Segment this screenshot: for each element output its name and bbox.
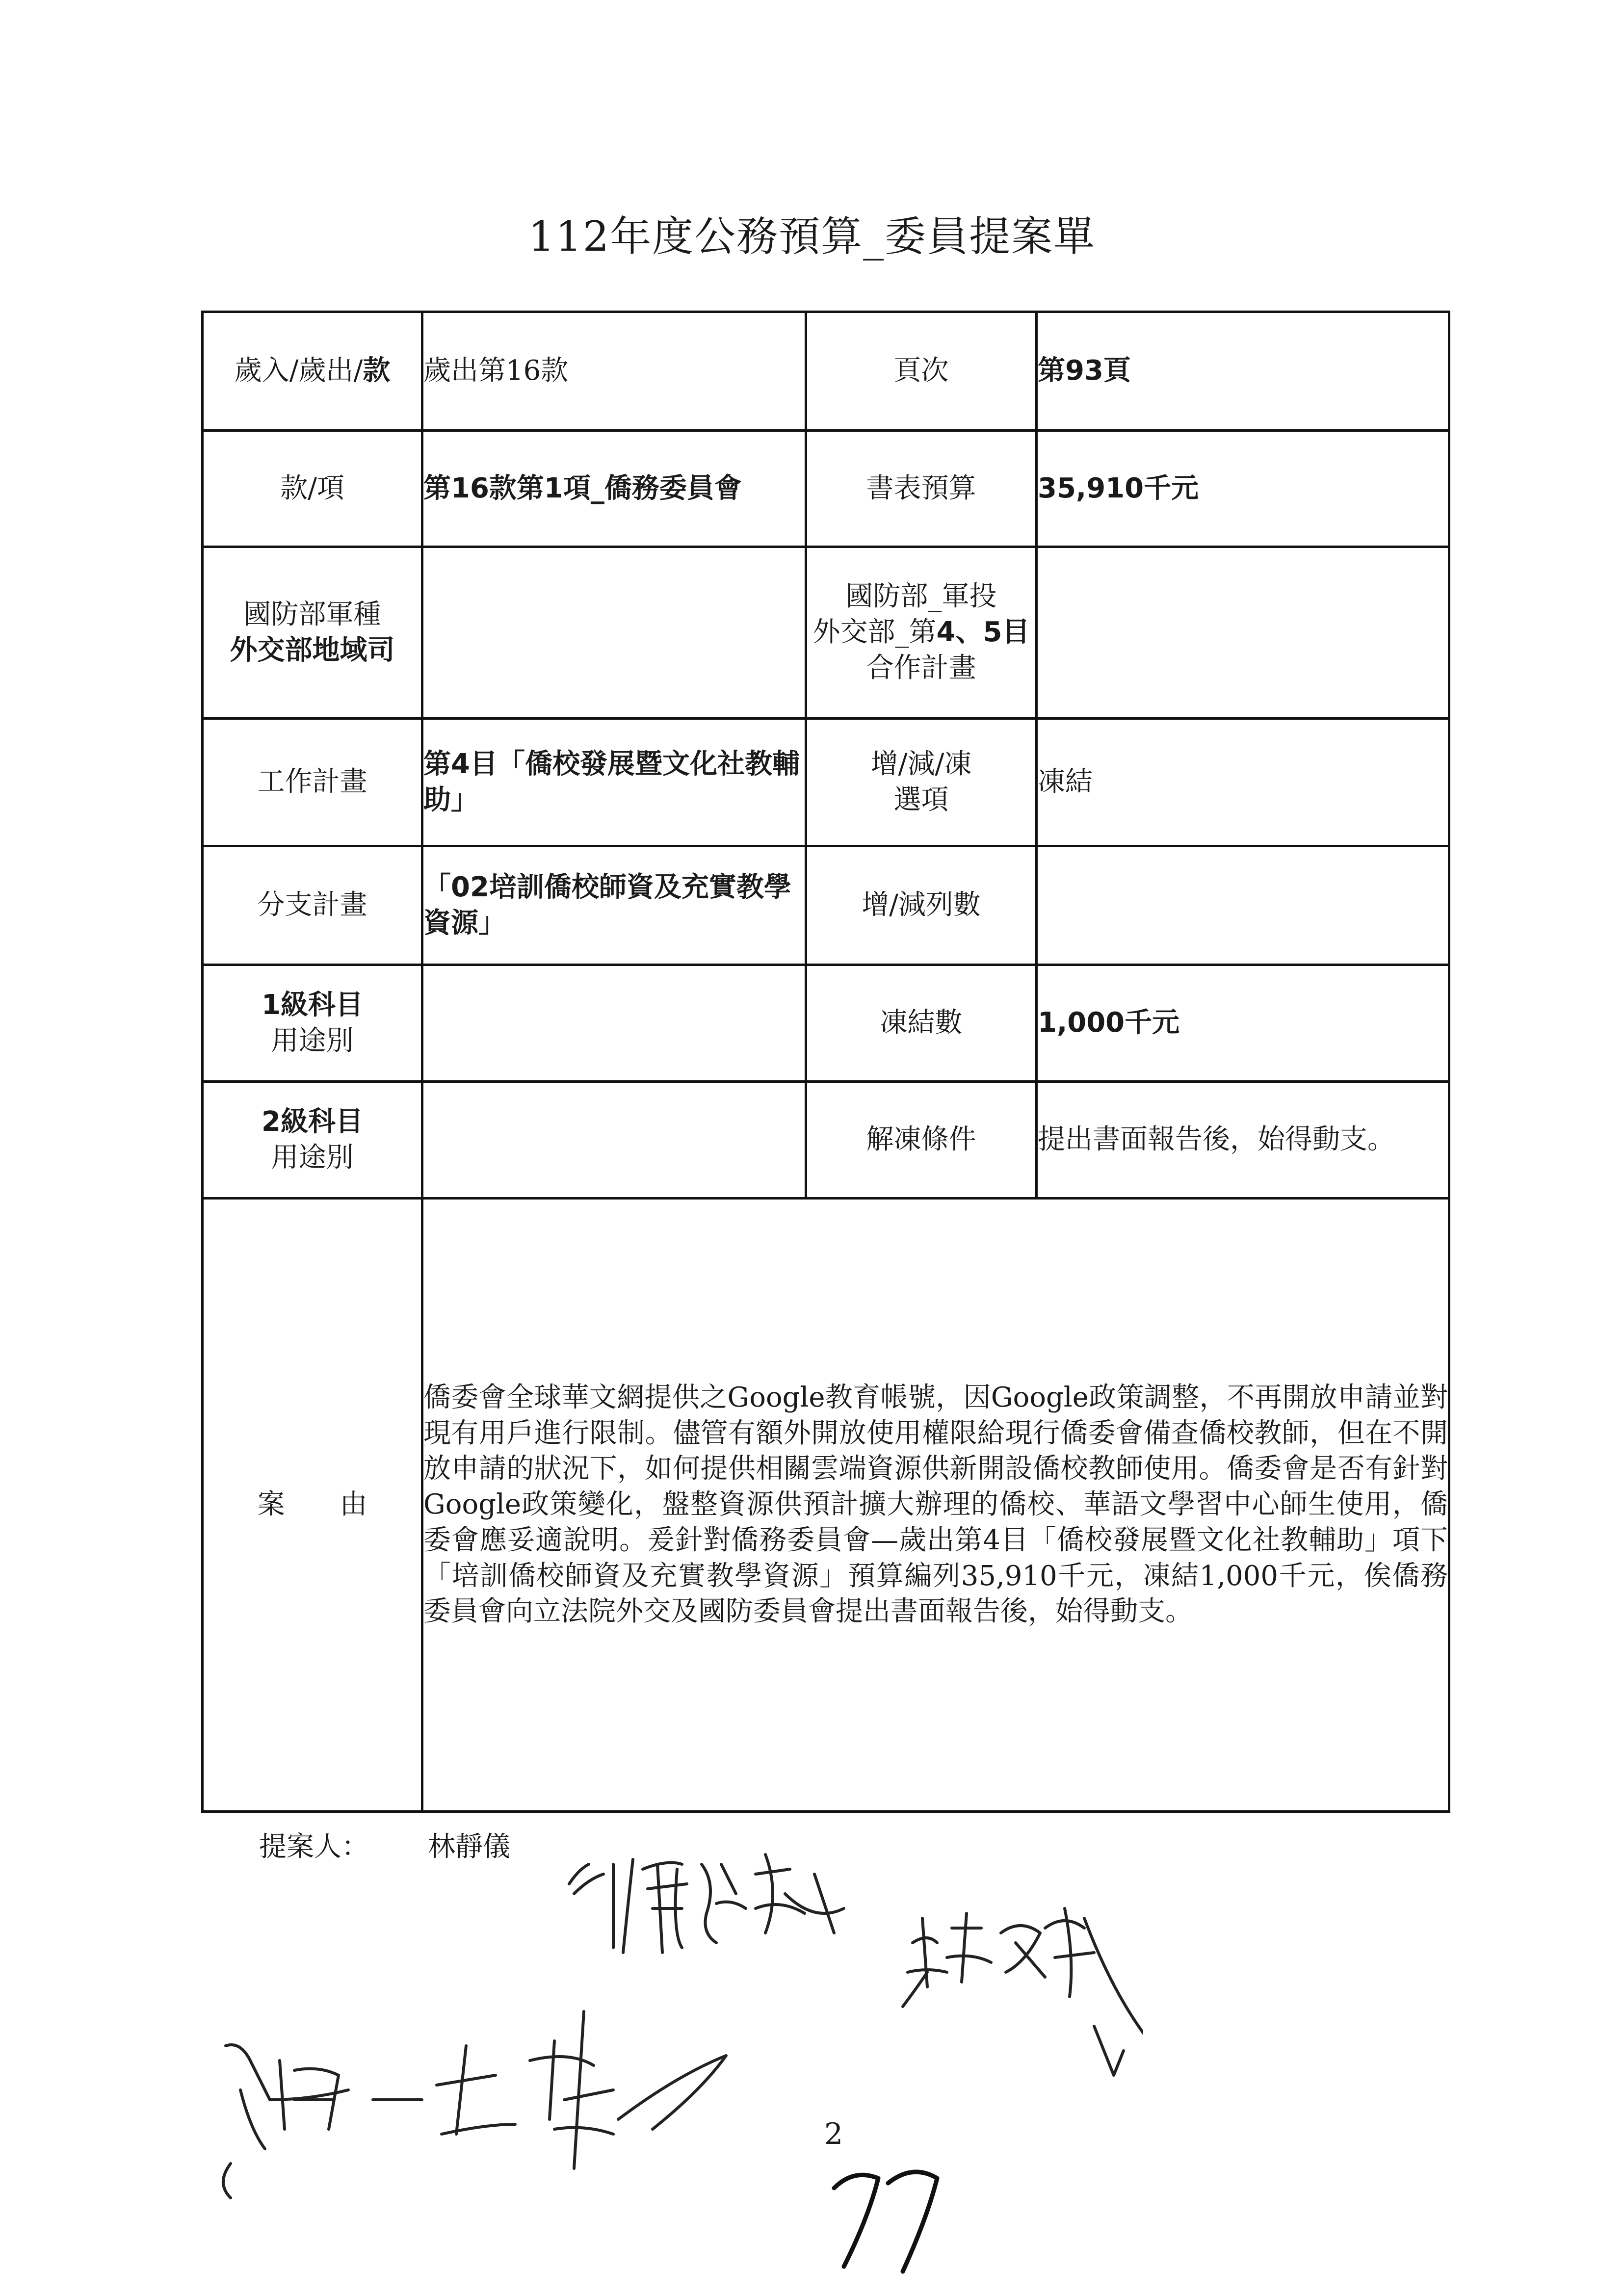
- label-budget-amount: 書表預算: [806, 431, 1037, 547]
- value-budget-amount: 35,910千元: [1037, 431, 1449, 547]
- value-ministry: [422, 547, 806, 719]
- proposer-label: 提案人：: [259, 1831, 369, 1863]
- value-reason-text: 僑委會全球華文網提供之Google教育帳號，因Google政策調整，不再開放申請並對現有用戶進行限制。儘管有額外開放使用權限給現行僑委會備查僑校教師，但在不開放申請的狀況下，如何提供相關雲端資源供新開設僑校教師使用。僑委會是否有針對Google政策變化，盤整資源供預計擴大辦理的僑校、華語文學習中心師生使用，僑委會應妥適說明。爰針對僑務委員會—歲出第4目「僑校發展暨文化社教輔助」項下「培訓僑校師資及充實教學資源」預算編列35,910千元，凍結1,000千元，俟僑務委員會向立法院外交及國防委員會提出書面報告後，始得動支。: [422, 1199, 1449, 1812]
- handwritten-signature-1: [559, 1835, 854, 1962]
- value-frozen-amount: 1,000千元: [1037, 965, 1449, 1082]
- form-row-level1-subject: [203, 965, 1449, 1082]
- handwritten-signature-3: [211, 2002, 824, 2208]
- form-row-ministry: [203, 547, 1449, 719]
- page-number: 2: [824, 2117, 843, 2151]
- value-unfreeze-condition: 提出書面報告後，始得動支。: [1037, 1082, 1449, 1199]
- form-row-reason: [203, 1199, 1449, 1812]
- form-row-work-plan: [203, 719, 1449, 846]
- label-ministry: 國防部軍種 外交部地域司: [203, 547, 422, 719]
- label-unfreeze-condition: 解凍條件: [806, 1082, 1037, 1199]
- value-adjust-amount: [1037, 846, 1449, 965]
- label-reason: 案 由: [203, 1199, 422, 1812]
- label-section-item: 款/項: [203, 431, 422, 547]
- proposer-name: 林靜儀: [428, 1831, 510, 1863]
- form-row-branch-plan: [203, 846, 1449, 965]
- label-branch-plan: 分支計畫: [203, 846, 422, 965]
- label-adjust-amount: 增/減列數: [806, 846, 1037, 965]
- proposal-form-table: [201, 311, 1450, 1813]
- page-title: 112年度公務預算_委員提案單: [528, 212, 1096, 261]
- form-row-revenue-expense: [203, 312, 1449, 431]
- label-frozen-amount: 凍結數: [806, 965, 1037, 1082]
- label-cooperation-plan: 國防部_軍投 外交部_第4、5目 合作計畫: [806, 547, 1037, 719]
- value-level2-subject: [422, 1082, 806, 1199]
- label-revenue-expense: 歲入/歲出/款: [203, 312, 422, 431]
- form-row-section-item: [203, 431, 1449, 547]
- label-level2-subject: 2級科目 用途別: [203, 1082, 422, 1199]
- label-level1-subject: 1級科目 用途別: [203, 965, 422, 1082]
- value-level1-subject: [422, 965, 806, 1082]
- value-section-item: 第16款第1項_僑務委員會: [422, 431, 806, 547]
- value-section: 歲出第16款: [422, 312, 806, 431]
- value-cooperation-plan: [1037, 547, 1449, 719]
- value-page: 第93頁: [1037, 312, 1449, 431]
- label-page: 頁次: [806, 312, 1037, 431]
- label-adjust-option: 增/減/凍 選項: [806, 719, 1037, 846]
- value-branch-plan: 「02培訓僑校師資及充實教學資源」: [422, 846, 806, 965]
- form-row-level2-subject: [203, 1082, 1449, 1199]
- label-work-plan: 工作計畫: [203, 719, 422, 846]
- handwritten-signature-2: [898, 1899, 1143, 2105]
- handwritten-number-drawing: [824, 2159, 971, 2286]
- value-work-plan: 第4目「僑校發展暨文化社教輔助」: [422, 719, 806, 846]
- value-adjust-option: 凍結: [1037, 719, 1449, 846]
